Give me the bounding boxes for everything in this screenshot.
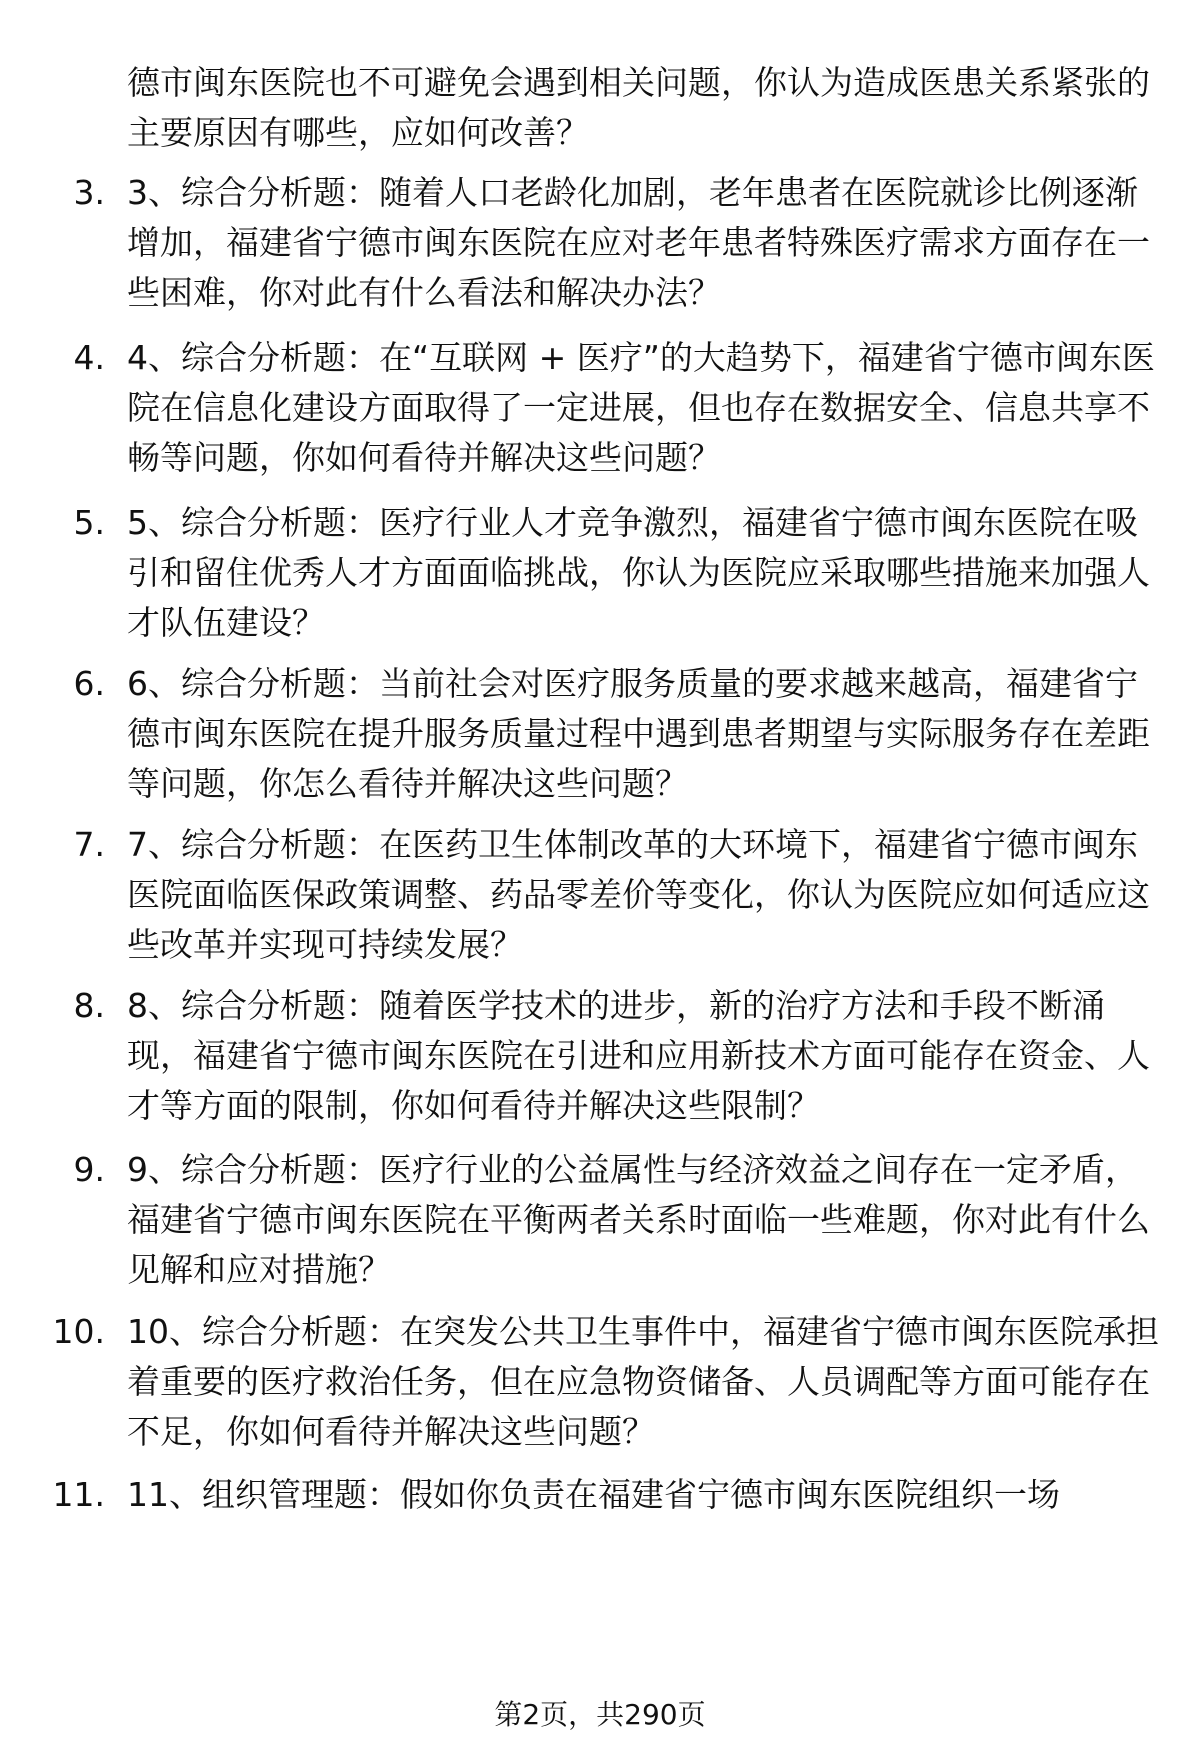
continuation-paragraph: 德市闽东医院也不可避免会遇到相关问题，你认为造成医患关系紧张的主要原因有哪些，应如何改善？	[127, 63, 1150, 152]
list-item-text: 7、综合分析题：在医药卫生体制改革的大环境下，福建省宁德市闽东医院面临医保政策调整、药品零差价等变化，你认为医院应如何适应这些改革并实现可持续发展？	[127, 825, 1150, 964]
list-item-number: 4.	[73, 338, 105, 377]
list-item-number: 11.	[52, 1475, 105, 1514]
list-item	[0, 1470, 1200, 1630]
page-footer: 第2页，共290页	[494, 1698, 706, 1731]
list-item	[0, 498, 1200, 658]
list-item-number: 9.	[73, 1150, 105, 1189]
list-item	[0, 1307, 1200, 1467]
list-item-text: 6、综合分析题：当前社会对医疗服务质量的要求越来越高，福建省宁德市闽东医院在提升服务质量过程中遇到患者期望与实际服务存在差距等问题，你怎么看待并解决这些问题？	[127, 664, 1150, 803]
list-item-text: 9、综合分析题：医疗行业的公益属性与经济效益之间存在一定矛盾，福建省宁德市闽东医院在平衡两者关系时面临一些难题，你对此有什么见解和应对措施？	[127, 1150, 1150, 1289]
list-item-text: 4、综合分析题：在“互联网 + 医疗”的大趋势下，福建省宁德市闽东医院在信息化建设方面取得了一定进展，但也存在数据安全、信息共享不畅等问题，你如何看待并解决这些问题？	[127, 338, 1155, 477]
list-item	[0, 333, 1200, 493]
list-item-number: 10.	[52, 1312, 105, 1351]
list-item	[0, 659, 1200, 819]
list-item-text: 3、综合分析题：随着人口老龄化加剧，老年患者在医院就诊比例逐渐增加，福建省宁德市闽东医院在应对老年患者特殊医疗需求方面存在一些困难，你对此有什么看法和解决办法？	[127, 173, 1150, 312]
list-item-text: 11、组织管理题：假如你负责在福建省宁德市闽东医院组织一场	[127, 1475, 1060, 1514]
list-item-text: 5、综合分析题：医疗行业人才竞争激烈，福建省宁德市闽东医院在吸引和留住优秀人才方面面临挑战，你认为医院应采取哪些措施来加强人才队伍建设？	[127, 503, 1150, 642]
list-item-number: 7.	[73, 825, 105, 864]
list-item	[0, 981, 1200, 1141]
list-item-number: 8.	[73, 986, 105, 1025]
list-item-number: 3.	[73, 173, 105, 212]
list-item	[0, 168, 1200, 328]
list-item-text: 8、综合分析题：随着医学技术的进步，新的治疗方法和手段不断涌现，福建省宁德市闽东医院在引进和应用新技术方面可能存在资金、人才等方面的限制，你如何看待并解决这些限制？	[127, 986, 1150, 1125]
list-item-text: 10、综合分析题：在突发公共卫生事件中，福建省宁德市闽东医院承担着重要的医疗救治任务，但在应急物资储备、人员调配等方面可能存在不足，你如何看待并解决这些问题？	[127, 1312, 1159, 1451]
list-item	[0, 820, 1200, 980]
list-item-number: 6.	[73, 664, 105, 703]
list-item	[0, 1145, 1200, 1305]
list-item-number: 5.	[73, 503, 105, 542]
